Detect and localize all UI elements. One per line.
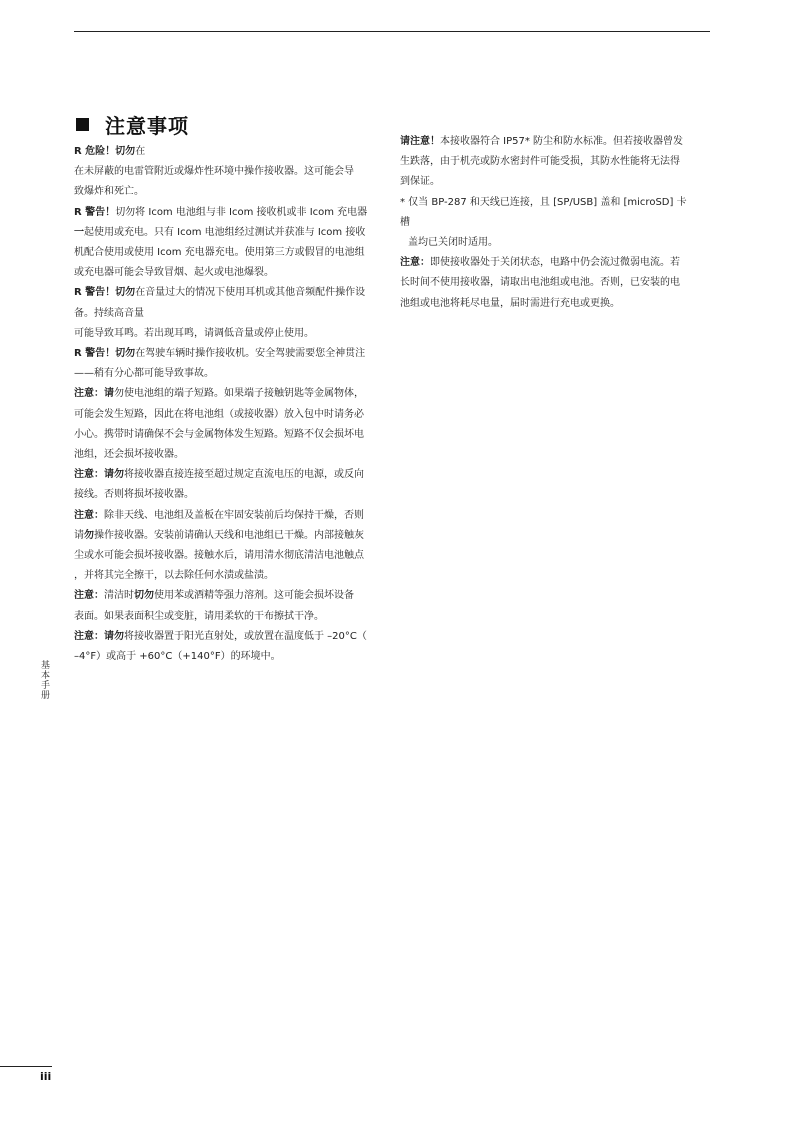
text: 切勿 — [134, 590, 154, 602]
text: ——稍有分心都可能导致事故。 — [74, 368, 214, 380]
text: 或充电器可能会导致冒烟、起火或电池爆裂。 — [74, 267, 274, 279]
left-column — [74, 142, 379, 667]
text: 池组，还会损坏接收器。 — [74, 449, 184, 461]
side-label: 基本手册 — [39, 660, 49, 700]
text: * 仅当 BP-287 和天线已连接，且 [SP/USB] 盖和 [microSD] 卡槽 — [400, 196, 687, 228]
text: 操作接收器。安装前请确认天线和电池组已干燥。内部接触灰 — [94, 529, 364, 541]
danger-paragraph — [74, 142, 379, 203]
text: 勿 — [84, 529, 94, 541]
text: 使用苯或酒精等强力溶剂。这可能会损坏设备 — [154, 590, 354, 602]
text: 接线。否则将损坏接收器。 — [74, 489, 194, 501]
text: 小心。携带时请确保不会与金属物体发生短路。短路不仅会损坏电 — [74, 428, 364, 440]
notice-paragraph-ip57 — [400, 132, 696, 193]
text: –4°F）或高于 +60°C（+140°F）的环境中。 — [74, 651, 281, 663]
text: 生跌落，由于机壳或防水密封件可能受损，其防水性能将无法得 — [400, 156, 680, 168]
caution-label: 注意：请勿 — [74, 630, 124, 642]
caution-paragraph-short-circuit — [74, 384, 379, 465]
title-square-icon — [76, 118, 89, 131]
text: 勿使电池组的端子短路。如果端子接触钥匙等金属物体， — [114, 388, 364, 400]
text: 池组或电池将耗尽电量，届时需进行充电或更换。 — [400, 297, 620, 309]
danger-label: R 危险！切勿 — [74, 146, 136, 157]
caution-paragraph-dry — [74, 506, 379, 587]
caution-paragraph-solvents — [74, 586, 379, 626]
text: 将接收器直接连接至超过规定直流电压的电源，或反向 — [124, 469, 364, 481]
text: 可能会发生短路，因此在将电池组（或接收器）放入包中时请务必 — [74, 408, 364, 420]
warning-paragraph-volume — [74, 283, 379, 344]
text: 盖均已关闭时适用。 — [408, 237, 498, 249]
bottom-rule — [0, 1066, 52, 1067]
text: 长时间不使用接收器，请取出电池组或电池。否则，已安装的电 — [400, 277, 680, 289]
text: 即使接收器处于关闭状态，电路中仍会流过微弱电流。若 — [430, 257, 680, 269]
text: 清洁时 — [104, 590, 134, 602]
text: 到保证。 — [400, 176, 440, 188]
caution-paragraph-standby-current — [400, 253, 696, 314]
text: 除非天线、电池组及盖板在牢固安装前后均保持干燥，否则 — [104, 509, 364, 521]
footnote-paragraph — [400, 193, 696, 254]
caution-paragraph-temperature — [74, 627, 379, 667]
page-number: iii — [40, 1070, 52, 1083]
text: 一 — [74, 226, 84, 238]
section-title — [76, 110, 189, 139]
text: 在驾驶车辆时操作接收机。安全驾驶需要您全神贯注 — [135, 348, 366, 360]
text: 在 — [135, 146, 146, 157]
notice-label: 请注意！ — [400, 136, 440, 147]
text: 表面。如果表面积尘或变脏，请用柔软的干布擦拭干净。 — [74, 610, 324, 622]
text: 致爆炸和死亡。 — [74, 186, 144, 198]
section-title-text: 注意事项 — [105, 114, 189, 138]
right-column — [400, 132, 696, 314]
warning-label: R 警告！切勿 — [74, 348, 136, 360]
caution-label: 注意： — [74, 590, 104, 602]
caution-paragraph-voltage — [74, 465, 379, 505]
text: 起使用或充电。只有 Icom 电池组经过测试并获准与 Icom 接收 — [84, 226, 366, 238]
text: 本接收器符合 IP57* 防尘和防水标准。但若接收器曾发 — [440, 136, 684, 147]
caution-label: 注意：请勿 — [74, 469, 124, 481]
caution-label: 注意： — [74, 509, 104, 521]
text: 可能导致耳鸣。若出现耳鸣，请调低音量或停止使用。 — [74, 327, 314, 339]
warning-label: R 警告！切勿 — [74, 287, 136, 299]
text: 在音量过大的情况下使用耳机或其他音频配件操作设 — [135, 287, 366, 299]
text: 机配合使用或使用 Icom 充电器充电。使用第三方或假冒的电池组 — [74, 247, 365, 259]
warning-paragraph-battery — [74, 203, 379, 284]
text: 备。持续高音量 — [74, 307, 144, 319]
caution-label: 注意： — [400, 257, 430, 269]
text: 在未屏蔽的电雷管附近或爆炸性环境中操作接收器。这可能会导 — [74, 166, 354, 178]
top-rule — [74, 31, 710, 32]
warning-label: R 警告！ — [74, 206, 116, 218]
text: ，并将其完全擦干，以去除任何水渍或盐渍。 — [74, 570, 274, 582]
text: 尘或水可能会损坏接收器。接触水后，请用清水彻底清洁电池触点 — [74, 550, 364, 562]
caution-label: 注意：请 — [74, 388, 114, 400]
text: 请 — [74, 529, 84, 541]
text: 将接收器置于阳光直射处，或放置在温度低于 –20°C（ — [124, 630, 367, 642]
warning-paragraph-driving — [74, 344, 379, 384]
text: 切勿将 Icom 电池组与非 Icom 接收机或非 Icom 充电器 — [115, 206, 368, 218]
